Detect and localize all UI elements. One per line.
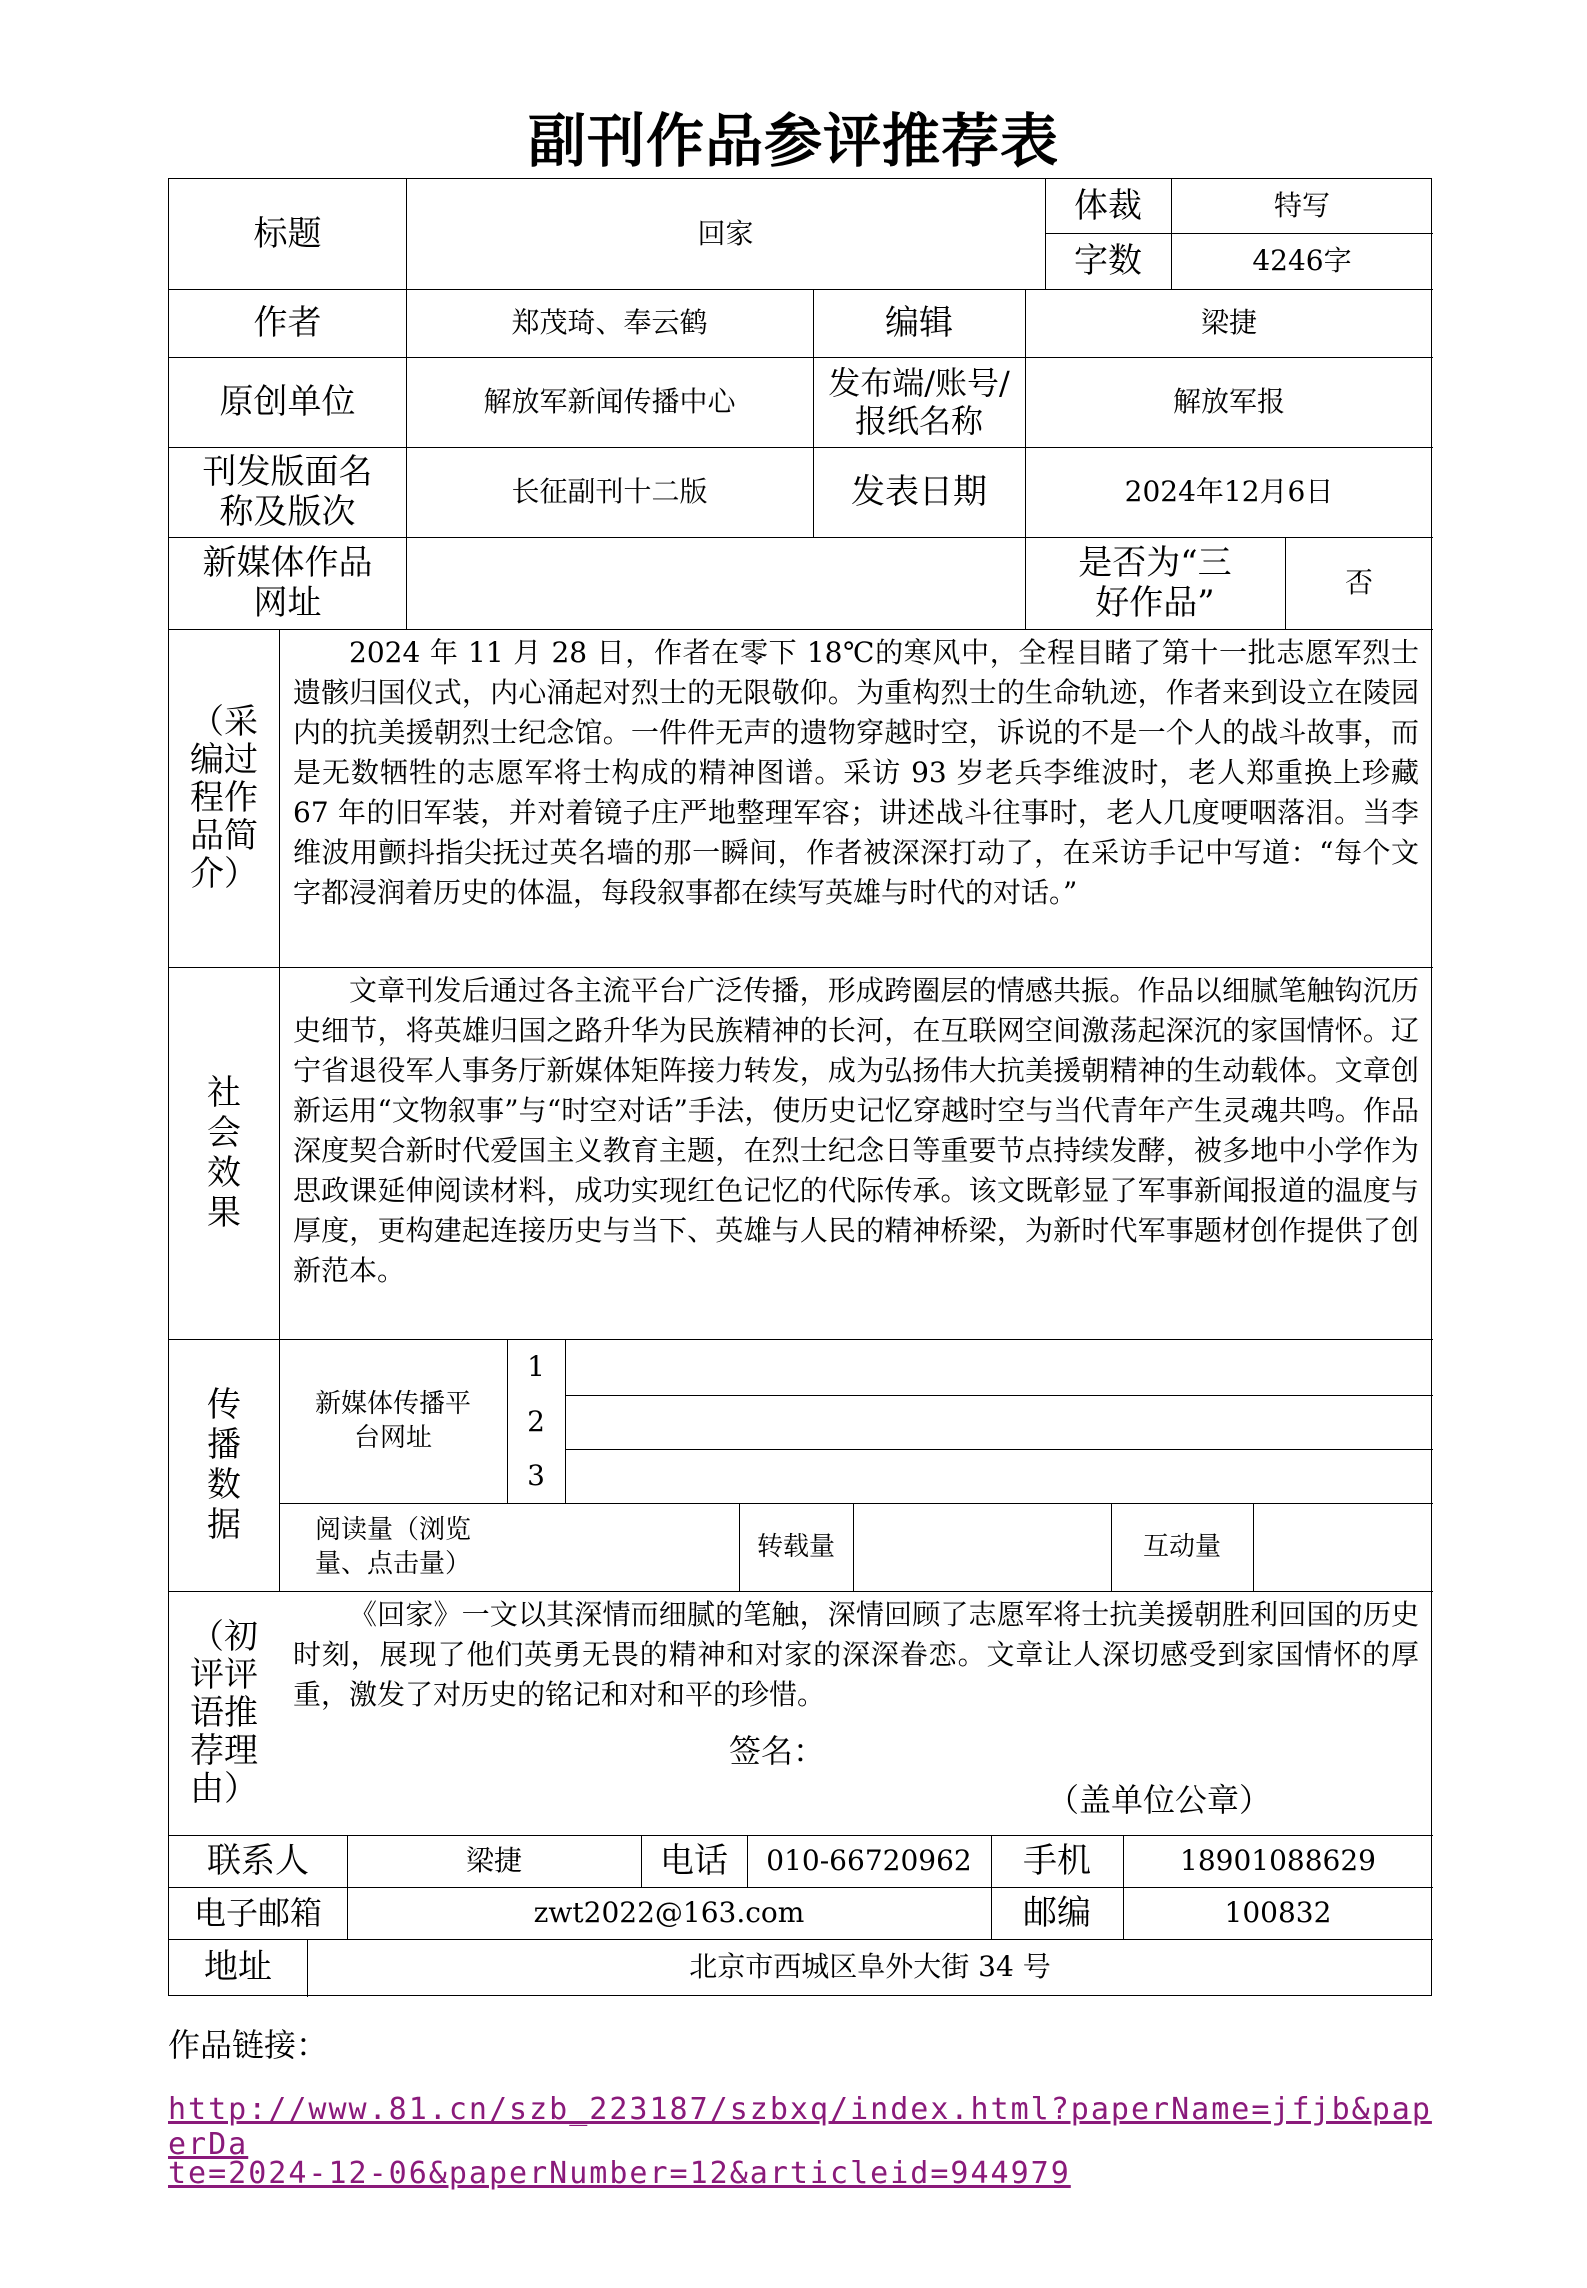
work-link-line-1[interactable]: http://www.81.cn/szb_223187/szbxq/index.html?paperName=jfjb&paperDa	[168, 2092, 1432, 2162]
publish-platform-value: 解放军报	[1172, 385, 1285, 418]
editor-value: 梁捷	[1200, 306, 1257, 339]
page-name-value: 长征副刊十二版	[511, 475, 708, 508]
origin-unit-label: 原创单位	[219, 382, 356, 422]
three-good-value: 否	[1344, 566, 1373, 599]
contact-label: 联系人	[207, 1841, 309, 1881]
phone-label: 电话	[660, 1841, 728, 1881]
address-value: 北京市西城区阜外大街 34 号	[689, 1950, 1051, 1983]
title-value: 回家	[697, 217, 754, 250]
recommendation-form	[168, 178, 1432, 1996]
three-good-label: 是否为“三好作品”	[1078, 543, 1232, 623]
origin-unit-value: 解放军新闻传播中心	[483, 385, 736, 418]
title-label: 标题	[253, 214, 322, 254]
platform-row-1-number: 1	[527, 1350, 545, 1383]
interactions-value	[1253, 1503, 1433, 1591]
interactions-label: 互动量	[1142, 1532, 1221, 1562]
platform-row-2-number: 2	[527, 1405, 545, 1438]
work-link-line-2[interactable]: te=2024-12-06&paperNumber=12&articleid=944979	[168, 2156, 1071, 2191]
publish-platform-label: 发布端/账号/报纸名称	[828, 364, 1010, 440]
word-count-label: 字数	[1074, 241, 1142, 281]
spread-label: 传播数据	[207, 1385, 241, 1545]
mobile-value: 18901088629	[1180, 1844, 1376, 1877]
mobile-label: 手机	[1023, 1841, 1091, 1881]
effect-label: 社会效果	[207, 1073, 241, 1233]
reads-label: 阅读量（浏览量、点击量）	[314, 1515, 471, 1579]
process-text: 2024 年 11 月 28 日，作者在零下 18℃的寒风中，全程目睹了第十一批志愿军烈士遗骸归国仪式，内心涌起对烈士的无限敬仰。为重构烈士的生命轨迹，作者来到设立在陵园内的抗美援朝烈士纪念馆。一件件无声的遗物穿越时空，诉说的不是一个人的战斗故事，而是无数牺牲的志愿军将士构成的精神图谱。采访 93 岁老兵李维波时，老人郑重换上珍藏 67 年的旧军装，并对着镜子庄严地整理军容；讲述战斗往事时，老人几度哽咽落泪。当李维波用颤抖指尖抚过英名墙的那一瞬间，作者被深深打动了，在采访手记中写道：“每个文字都浸润着历史的体温，每段叙事都在续写英雄与时代的对话。”	[293, 636, 1419, 909]
new-media-platform-label: 新媒体传播平台网址	[314, 1389, 471, 1453]
email-label: 电子邮箱	[193, 1894, 322, 1932]
address-label: 地址	[204, 1947, 272, 1987]
process-label: （采编过程作品简介）	[190, 702, 258, 894]
genre-label: 体裁	[1074, 186, 1142, 226]
publish-date-label: 发表日期	[851, 472, 987, 512]
postcode-label: 邮编	[1023, 1893, 1091, 1933]
work-link-label: 作品链接：	[168, 2026, 329, 2064]
editor-label: 编辑	[885, 303, 953, 343]
reposts-value	[853, 1503, 1111, 1591]
author-value: 郑茂琦、奉云鹤	[511, 306, 708, 339]
reads-value	[507, 1503, 739, 1591]
reposts-label: 转载量	[756, 1532, 835, 1562]
effect-text: 文章刊发后通过各主流平台广泛传播，形成跨圈层的情感共振。作品以细腻笔触钩沉历史细节，将英雄归国之路升华为民族精神的长河，在互联网空间激荡起深沉的家国情怀。辽宁省退役军人事务厅新媒体矩阵接力转发，成为弘扬伟大抗美援朝精神的生动载体。文章创新运用“文物叙事”与“时空对话”手法，使历史记忆穿越时空与当代青年产生灵魂共鸣。作品深度契合新时代爱国主义教育主题，在烈士纪念日等重要节点持续发酵，被多地中小学作为思政课延伸阅读材料，成功实现红色记忆的代际传承。该文既彰显了军事新闻报道的温度与厚度，更构建起连接历史与当下、英雄与人民的精神桥梁，为新时代军事题材创作提供了创新范本。	[293, 974, 1419, 1287]
word-count-value: 4246字	[1252, 244, 1352, 277]
phone-value: 010-66720962	[766, 1844, 972, 1877]
platform-row-3-number: 3	[527, 1459, 545, 1492]
page-title: 副刊作品参评推荐表	[527, 107, 1059, 175]
publish-date-value: 2024年12月6日	[1124, 475, 1334, 508]
genre-value: 特写	[1273, 189, 1330, 222]
author-label: 作者	[253, 303, 322, 343]
page-name-label: 刊发版面名称及版次	[202, 452, 373, 532]
email-value: zwt2022@163.com	[533, 1896, 805, 1929]
new-media-url-label: 新媒体作品网址	[202, 543, 373, 623]
signature-label: 签名：	[729, 1732, 826, 1770]
postcode-value: 100832	[1224, 1896, 1332, 1929]
review-text: 《回家》一文以其深情而细腻的笔触，深情回顾了志愿军将士抗美援朝胜利回国的历史时刻，展现了他们英勇无畏的精神和对家的深深眷恋。文章让人深切感受到家国情怀的厚重，激发了对历史的铭记和对和平的珍惜。	[293, 1598, 1419, 1711]
seal-label: （盖单位公章）	[1046, 1781, 1271, 1819]
new-media-url-value	[406, 537, 1025, 629]
review-label: （初评评语推荐理由）	[190, 1617, 258, 1809]
contact-value: 梁捷	[465, 1844, 522, 1877]
